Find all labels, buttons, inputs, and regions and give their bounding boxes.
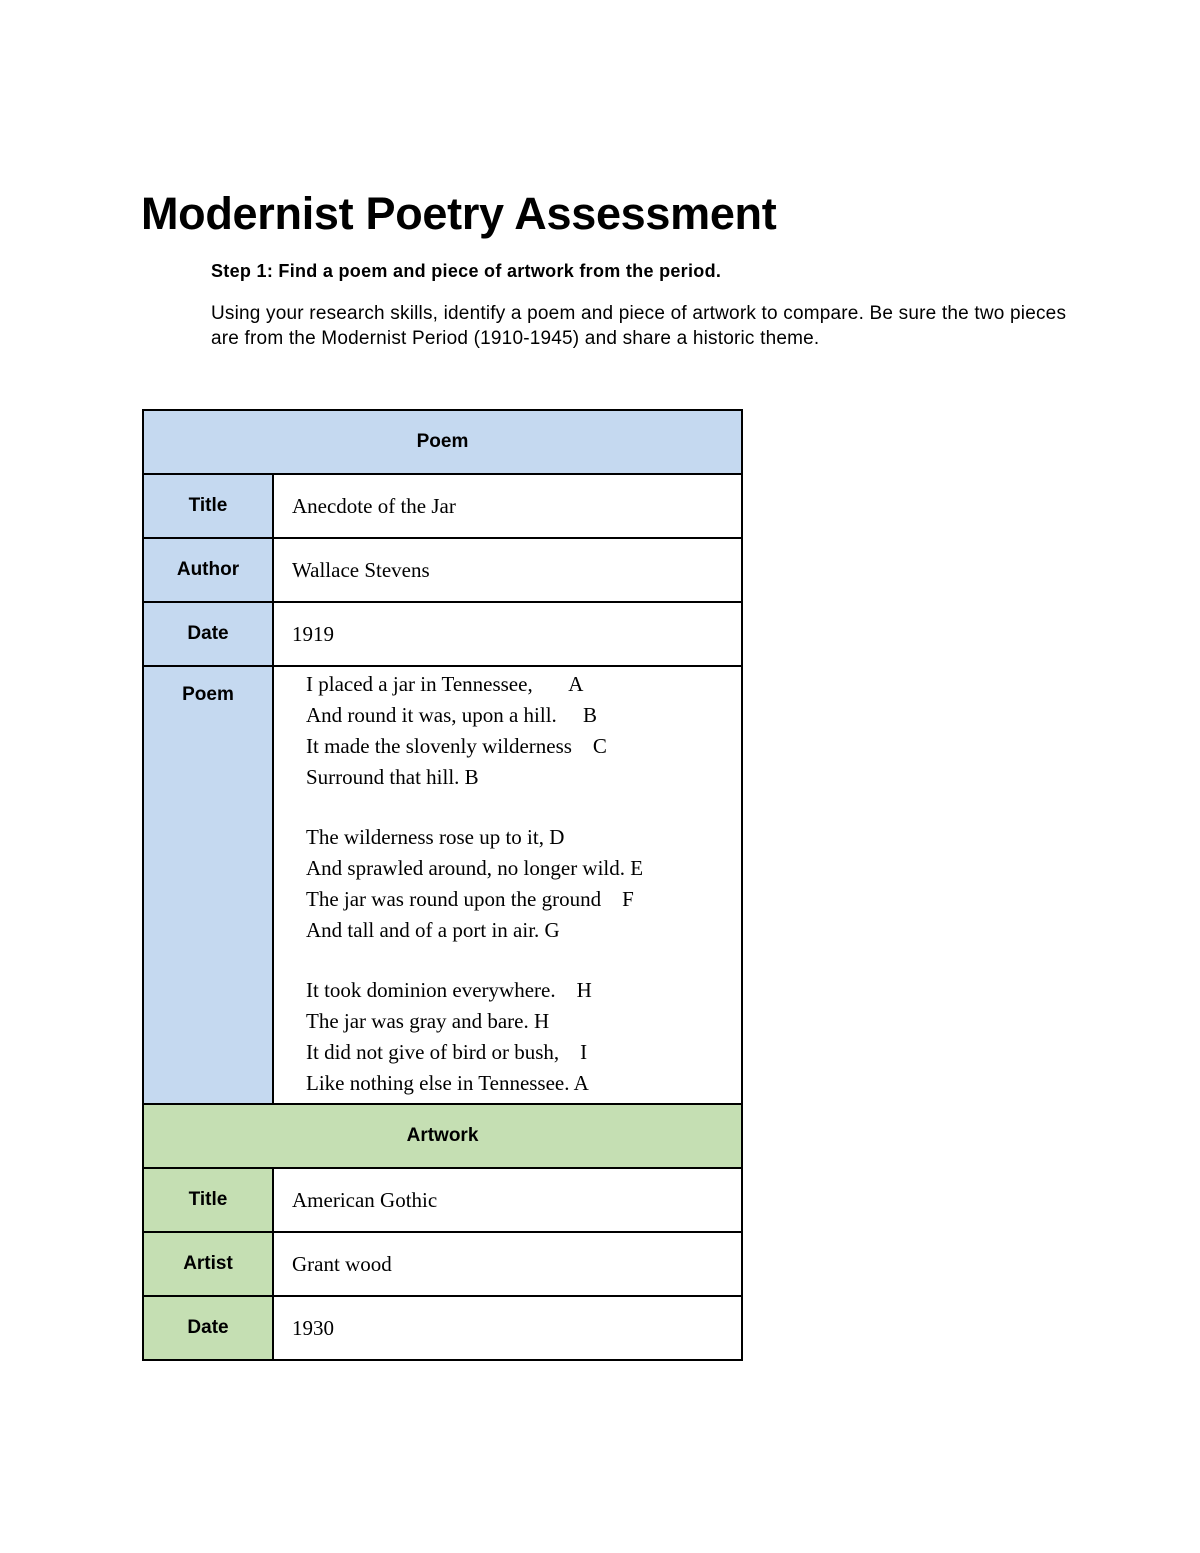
- assessment-table: [142, 409, 743, 1361]
- artwork-artist-row: [143, 1232, 742, 1296]
- poem-line: It did not give of bird or bush, I: [306, 1040, 588, 1064]
- artwork-title-label: Title: [143, 1168, 273, 1232]
- poem-text-label: Poem: [143, 666, 273, 1104]
- poem-title-value: Anecdote of the Jar: [273, 474, 742, 538]
- poem-title-label: Title: [143, 474, 273, 538]
- poem-line: The wilderness rose up to it, D: [306, 825, 565, 849]
- artwork-artist-value: Grant wood: [273, 1232, 742, 1296]
- poem-author-row: [143, 538, 742, 602]
- poem-line: The jar was gray and bare. H: [306, 1009, 550, 1033]
- poem-date-label: Date: [143, 602, 273, 666]
- artwork-date-row: [143, 1296, 742, 1360]
- artwork-header-row: [143, 1104, 742, 1168]
- poem-title-row: [143, 474, 742, 538]
- poem-date-value: 1919: [273, 602, 742, 666]
- artwork-artist-label: Artist: [143, 1232, 273, 1296]
- instructions-paragraph: Using your research skills, identify a poem and piece of artwork to compare. Be sure the two pieces are from the Modernist Period (1910-1945) and share a historic theme.: [211, 303, 1067, 349]
- artwork-date-value: 1930: [273, 1296, 742, 1360]
- page-title: Modernist Poetry Assessment: [141, 188, 777, 239]
- artwork-section-header: Artwork: [143, 1104, 742, 1168]
- poem-date-row: [143, 602, 742, 666]
- poem-section-header: Poem: [143, 410, 742, 474]
- poem-line: And tall and of a port in air. G: [306, 918, 560, 942]
- artwork-date-label: Date: [143, 1296, 273, 1360]
- poem-stanza-2: [306, 822, 741, 946]
- poem-line: I placed a jar in Tennessee, A: [306, 672, 584, 696]
- step-heading: Step 1: Find a poem and piece of artwork from the period.: [211, 261, 722, 281]
- poem-text: [273, 666, 742, 1104]
- poem-line: Surround that hill. B: [306, 765, 479, 789]
- poem-stanza-1: [306, 669, 741, 793]
- poem-line: Like nothing else in Tennessee. A: [306, 1071, 589, 1095]
- poem-author-label: Author: [143, 538, 273, 602]
- poem-text-row: [143, 666, 742, 1104]
- poem-line: It made the slovenly wilderness C: [306, 734, 607, 758]
- artwork-title-row: [143, 1168, 742, 1232]
- artwork-title-value: American Gothic: [273, 1168, 742, 1232]
- poem-line: And round it was, upon a hill. B: [306, 703, 598, 727]
- poem-header-row: [143, 410, 742, 474]
- poem-author-value: Wallace Stevens: [273, 538, 742, 602]
- poem-line: The jar was round upon the ground F: [306, 887, 634, 911]
- poem-line: It took dominion everywhere. H: [306, 978, 592, 1002]
- poem-stanza-3: [306, 975, 741, 1099]
- poem-line: And sprawled around, no longer wild. E: [306, 856, 644, 880]
